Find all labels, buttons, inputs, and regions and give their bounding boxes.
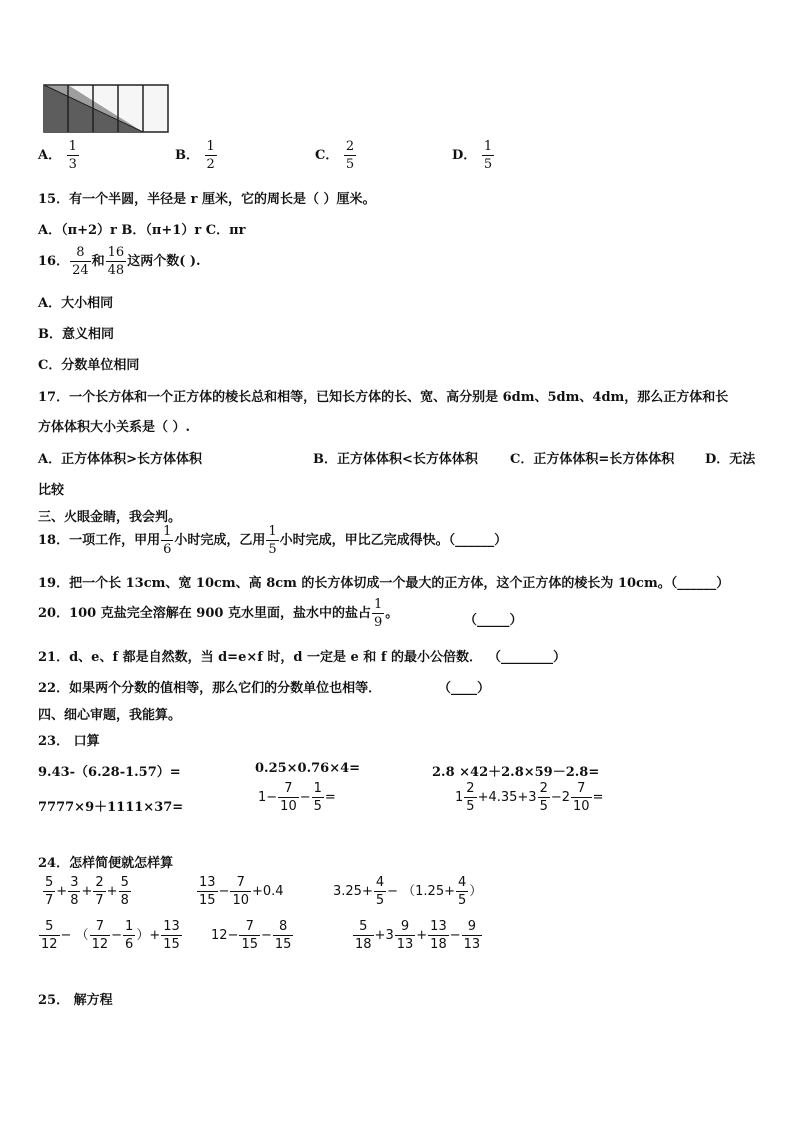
question-number: 16．	[38, 254, 70, 269]
fraction: $\frac{1}{6}$	[163, 524, 172, 557]
q24-expr-2: $\frac{13}{15}$ − $\frac{7}{10}$ +0.4	[199, 875, 284, 908]
option-letter: A．	[38, 148, 62, 163]
q23-expr-2: 0.25×0.76×4=	[255, 761, 361, 776]
fraction: $\frac{1}{6}$	[125, 919, 134, 952]
q21-answer-blank[interactable]: （________）	[488, 650, 567, 665]
section-heading: 四、细心审题，我能算。	[38, 708, 182, 723]
fraction: $\frac{13}{15}$	[163, 919, 180, 952]
q23-expr-5: 1− $\frac{7}{10}$ − $\frac{1}{5}$ =	[258, 781, 336, 814]
fraction: $\frac{7}{12}$	[91, 919, 109, 952]
fraction: $\frac{9}{13}$	[396, 919, 414, 952]
option-letter: B．	[175, 148, 199, 163]
fraction: $\frac{9}{13}$	[463, 919, 481, 952]
q20-text: 20．100 克盐完全溶解在 900 克水里面，盐水中的盐占 $\frac{1}{9}$ 。	[38, 597, 399, 630]
q24-title: 24．怎样简便就怎样算	[38, 856, 174, 871]
q17-line1: 17．一个长方体和一个正方体的棱长总和相等，已知长方体的长、宽、高分别是 6dm、5dm、4dm，那么正方体和长	[38, 390, 729, 405]
fraction: $\frac{13}{18}$	[430, 919, 447, 952]
q14-option-b[interactable]	[175, 140, 218, 171]
fraction: $\frac{2}{5}$	[466, 781, 475, 814]
fraction: $\frac{5}{8}$	[120, 875, 129, 908]
q17-option-a[interactable]: A．正方体体积>长方体体积	[38, 452, 202, 467]
fraction: $\frac{5}{18}$	[355, 919, 372, 952]
q15-options[interactable]: A．（π+2）r B．（π+1）r C．πr	[38, 223, 246, 238]
q16-option-c[interactable]: C．分数单位相同	[38, 358, 140, 373]
option-letter: C．	[315, 148, 339, 163]
q24-expr-5: 12− $\frac{7}{15}$ − $\frac{8}{15}$	[211, 919, 292, 952]
fraction: $\frac{1}{2}$	[206, 139, 215, 172]
fraction: $\frac{2}{7}$	[95, 875, 104, 908]
q24-expr-4: $\frac{5}{12}$ − （ $\frac{7}{12}$ − $\frac{1}{6}$ ）+ $\frac{13}{15}$	[41, 919, 180, 952]
fraction: $\frac{7}{10}$	[280, 781, 297, 814]
q21-text: 21．d、e、f 都是自然数，当 d=e×f 时，d 一定是 e 和 f 的最小公倍数．	[38, 650, 482, 665]
fraction: $\frac{2}{5}$	[539, 781, 548, 814]
q17-option-d[interactable]: D．无法	[705, 452, 756, 467]
q14-option-d[interactable]	[452, 140, 495, 171]
fraction: $\frac{4}{5}$	[375, 875, 385, 908]
q17-line2: 方体体积大小关系是（ ）.	[38, 420, 191, 435]
fraction: $\frac{1}{5}$	[268, 524, 277, 557]
q18-text: 18．一项工作，甲用 $\frac{1}{6}$ 小时完成，乙用 $\frac{1}{5}$ 小时完成，甲比乙完成得快。（______）	[38, 524, 508, 557]
q17-option-b[interactable]: B．正方体体积<长方体体积	[313, 452, 478, 467]
fraction: $\frac{7}{10}$	[573, 781, 590, 814]
q19-text: 19．把一个长 13cm、宽 10cm、高 8cm 的长方体切成一个最大的正方体，这个正方体的棱长为 10cm。（______）	[38, 576, 730, 591]
q23-title: 23． 口算	[38, 734, 100, 749]
fraction: $\frac{1}{9}$	[373, 597, 383, 630]
section-heading: 三、火眼金睛，我会判。	[38, 510, 182, 525]
q22-text: 22．如果两个分数的值相等，那么它们的分数单位也相等．	[38, 681, 382, 696]
fraction: $\frac{2}{5}$	[345, 139, 355, 172]
fraction: $\frac{4}{5}$	[458, 875, 467, 908]
q16-option-b[interactable]: B．意义相同	[38, 327, 114, 342]
q24-expr-1: $\frac{5}{7}$ + $\frac{3}{8}$ + $\frac{2}{7}$ + $\frac{5}{8}$	[45, 875, 129, 908]
fraction: $\frac{7}{15}$	[241, 919, 258, 952]
q17-option-d-cont: 比较	[38, 483, 65, 498]
q20-answer-blank[interactable]: （_____）	[464, 613, 523, 628]
q23-expr-6: 1 $\frac{2}{5}$ +4.35+3 $\frac{2}{5}$ −2 $\frac{7}{10}$ =	[455, 781, 604, 814]
fraction: $\frac{13}{15}$	[199, 875, 216, 908]
q16-option-a[interactable]: A．大小相同	[38, 296, 114, 311]
q23-expr-1: 9.43-（6.28-1.57）=	[38, 765, 181, 780]
fraction: $\frac{7}{10}$	[232, 875, 249, 908]
q15-text: 15．有一个半圆，半径是 r 厘米，它的周长是（ ）厘米。	[38, 192, 376, 207]
fraction: $\frac{16}{48}$	[107, 245, 125, 278]
fraction: $\frac{5}{7}$	[45, 875, 54, 908]
q24-expr-3: 3.25+ $\frac{4}{5}$ − （1.25+ $\frac{4}{5}$ ）	[333, 875, 483, 908]
q14-option-c[interactable]	[315, 140, 357, 171]
q24-expr-6: $\frac{5}{18}$ +3 $\frac{9}{13}$ + $\frac{13}{18}$ − $\frac{9}{13}$	[355, 919, 481, 952]
fraction: $\frac{5}{12}$	[41, 919, 58, 952]
q23-expr-4: 7777×9＋1111×37=	[38, 800, 184, 815]
q14-option-a[interactable]	[38, 140, 80, 171]
q16-text: 16． $\frac{8}{24}$ 和 $\frac{16}{48}$ 这两个数( ).	[38, 245, 201, 278]
q25-title: 25． 解方程	[38, 993, 113, 1008]
fraction: $\frac{1}{5}$	[483, 139, 493, 172]
fraction: $\frac{8}{15}$	[274, 919, 292, 952]
q23-expr-3: 2.8 ×42＋2.8×59－2.8=	[432, 765, 600, 780]
option-letter: D．	[452, 148, 477, 163]
q22-answer-blank[interactable]: （____）	[438, 681, 491, 696]
fraction: $\frac{1}{5}$	[313, 781, 322, 814]
fraction: $\frac{1}{3}$	[68, 139, 77, 172]
q17-option-c[interactable]: C．正方体体积=长方体体积	[510, 452, 675, 467]
fraction: $\frac{3}{8}$	[70, 875, 79, 908]
fraction-strip-figure	[43, 84, 169, 134]
fraction: $\frac{8}{24}$	[72, 245, 89, 278]
